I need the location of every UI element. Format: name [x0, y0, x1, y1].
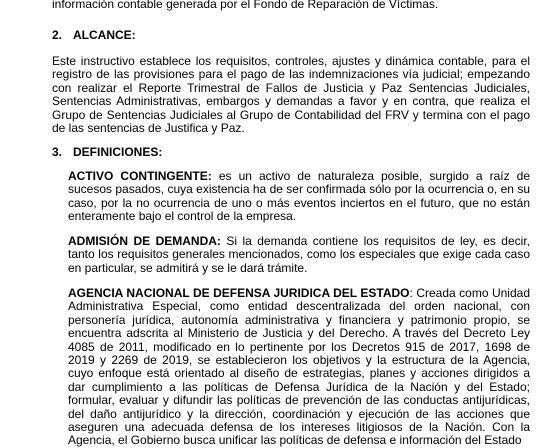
definition-text: : Creada como Unidad Administrativa Especial, como entidad descentralizada del orden nacional, con personería jurídica, autonomía administrativa y financiera y patrimonio propio, se encuentra adscrita al Ministerio de Justicia y del Derecho. A través del Decreto Ley 4085 de 2011, modificado en lo pertinente por los Decretos 915 de 2017, 1698 de 2019 y 2269 de 2019, se establecieron los objetivos y la estructura de la Agencia, cuyo enfoque está orientado al diseño de estrategias, planes y acciones dirigidos a dar cumplimiento a las políticas de Defensa Jurídica de la Nación y del Estado; formular, evaluar y difundir las políticas de prevención de las conductas antijurídicas, del daño antijurídico y la dirección, coordinación y ejecución de las acciones que aseguren una adecuada defensa de los intereses litigiosos de la Nación. Con la Agencia, el Gobierno busca unificar las políticas de defensa e información del Estado [68, 286, 530, 448]
definition-text: Si la demanda contiene los requisitos de ley, es decir, tanto los requisitos generales mencionados, como los especiales que exige cada caso en particular, se admitirá y se le dará trámite. [68, 234, 530, 275]
definition-term: ADMISIÓN DE DEMANDA: [68, 234, 221, 248]
section-number: 2. [52, 28, 63, 42]
section-heading-alcance [52, 29, 136, 42]
definition-term: AGENCIA NACIONAL DE DEFENSA JURIDICA DEL ESTADO [68, 286, 410, 300]
section-title: DEFINICIONES: [73, 145, 163, 159]
section-heading-definiciones [52, 146, 162, 159]
section-number: 3. [52, 145, 63, 159]
definition-term: ACTIVO CONTINGENTE: [68, 169, 212, 183]
definition-admision-de-demanda [68, 235, 530, 275]
intro-tail-text: información contable generada por el Fondo de Reparación de Víctimas. [52, 0, 439, 11]
definition-activo-contingente [68, 170, 530, 224]
alcance-paragraph: Este instructivo establece los requisitos, controles, ajustes y dinámica contable, para el registro de las provisiones para el pago de las indemnizaciones vía judicial; empezando con realizar el Reporte Trimestral de Fallos de Justicia y Paz Sentencias Judiciales, Sentencias Administrativas, embargos y demandas a favor y en contra, que realiza el Grupo de Sentencias Judiciales al Grupo de Contabilidad del FRV y termina con el pago de las sentencias de Justifica y Paz. [52, 54, 530, 136]
definition-agencia-nacional [68, 287, 530, 448]
definition-text: es un activo de naturaleza posible, surgido a raíz de sucesos pasados, cuya existencia ha de ser confirmada sólo por la ocurrencia o, en su caso, por la no ocurrencia de uno o más eventos inciertos en el futuro, que no están enteramente bajo el control de la empresa. [68, 169, 531, 224]
section-title: ALCANCE: [73, 28, 136, 42]
